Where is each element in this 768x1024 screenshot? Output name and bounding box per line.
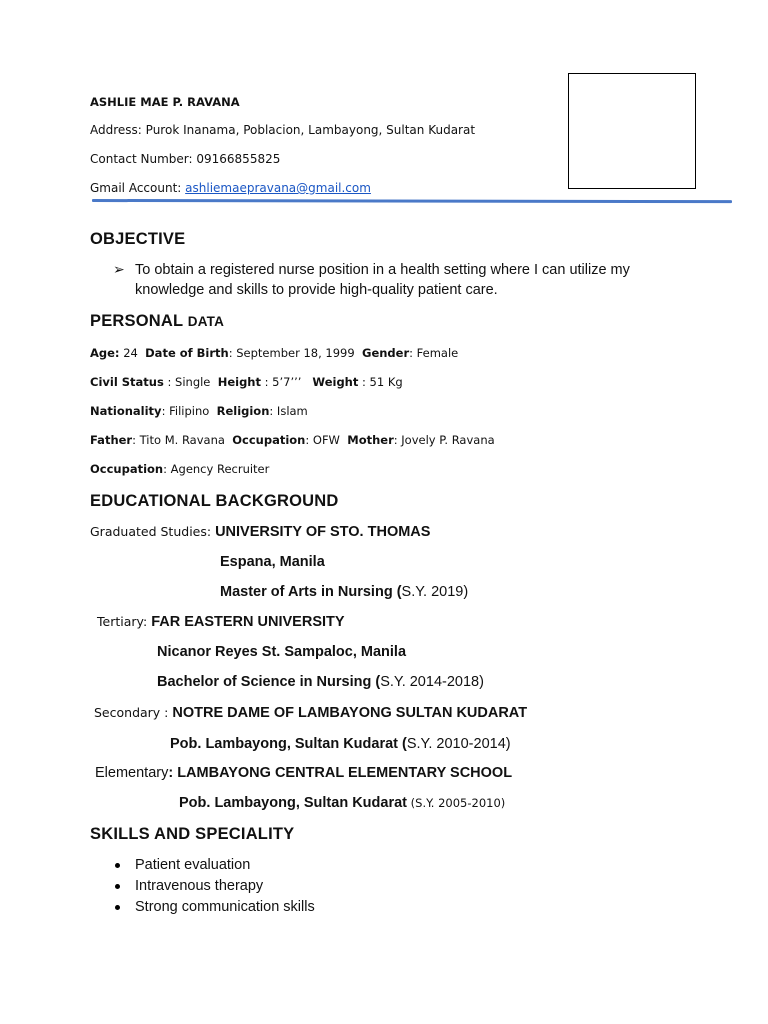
weight-label: Weight (312, 375, 359, 389)
personal-row-2 (90, 375, 403, 389)
objective-text-line-2: knowledge and skills to provide high-quality patient care. (135, 282, 498, 298)
contact-label: Contact Number: (90, 152, 193, 166)
bullet-icon (115, 884, 120, 889)
personal-row-1 (90, 346, 458, 360)
graduate-sy: S.Y. 2019) (401, 584, 469, 600)
secondary-place-line (170, 735, 511, 753)
objective-text-line-1: To obtain a registered nurse position in a health setting where I can utilize my (135, 262, 630, 278)
contact-value: 09166855825 (196, 152, 281, 166)
elementary-label: Elementary (95, 765, 169, 781)
address-value: Purok Inanama, Poblacion, Lambayong, Sultan Kudarat (145, 123, 476, 137)
secondary-label: Secondary : (94, 705, 173, 720)
graduate-degree: Master of Arts in Nursing ( (220, 584, 402, 600)
bullet-icon (115, 863, 120, 868)
mother-label: Mother (347, 433, 394, 447)
address-line (90, 123, 475, 137)
nationality-label: Nationality (90, 404, 162, 418)
graduate-degree-line (220, 583, 468, 601)
skill-item: Patient evaluation (135, 857, 251, 873)
father-value: : Tito M. Ravana (132, 433, 225, 447)
father-occupation-label: Occupation (232, 433, 306, 447)
bullet-icon (115, 905, 120, 910)
skill-item: Strong communication skills (135, 899, 315, 915)
mother-value: : Jovely P. Ravana (393, 433, 495, 447)
civil-status-value: : Single (163, 375, 211, 389)
civil-status-label: Civil Status (90, 375, 164, 389)
graduate-place: Espana, Manila (220, 554, 325, 570)
age-label: Age: (90, 346, 120, 360)
graduate-label: Graduated Studies: (90, 524, 216, 539)
header-divider-rule (92, 199, 732, 203)
elementary-line (95, 764, 512, 782)
education-heading: EDUCATIONAL BACKGROUND (90, 492, 339, 510)
weight-value: : 51 Kg (358, 375, 403, 389)
nationality-value: : Filipino (161, 404, 210, 418)
personal-heading-main: PERSONAL (90, 312, 183, 330)
elementary-place: Pob. Lambayong, Sultan Kudarat (179, 795, 407, 811)
secondary-line (94, 704, 527, 722)
tertiary-sy: S.Y. 2014-2018) (380, 674, 484, 690)
photo-placeholder-box (568, 73, 696, 189)
contact-line (90, 152, 280, 166)
height-value: : 5’7’’’ (261, 375, 302, 389)
dob-label: Date of Birth (145, 346, 229, 360)
applicant-name: ASHLIE MAE P. RAVANA (90, 95, 240, 109)
religion-label: Religion (216, 404, 270, 418)
secondary-place: Pob. Lambayong, Sultan Kudarat ( (170, 736, 407, 752)
secondary-school: NOTRE DAME OF LAMBAYONG SULTAN KUDARAT (172, 705, 528, 721)
mother-occupation-value: : Agency Recruiter (163, 462, 270, 476)
address-label: Address: (90, 123, 142, 137)
elementary-sy: (S.Y. 2005-2010) (407, 796, 506, 810)
personal-row-4 (90, 433, 495, 447)
personal-row-3 (90, 404, 308, 418)
tertiary-degree: Bachelor of Science in Nursing ( (157, 674, 381, 690)
gmail-link[interactable]: ashliemaepravana@gmail.com (185, 181, 371, 195)
age-value: 24 (123, 346, 138, 360)
gender-value: : Female (409, 346, 459, 360)
personal-row-5 (90, 462, 269, 476)
graduate-line (90, 523, 430, 541)
religion-value: : Islam (269, 404, 308, 418)
graduate-school: UNIVERSITY OF STO. THOMAS (215, 524, 431, 540)
personal-heading-sub: DATA (187, 314, 225, 329)
mother-occupation-label: Occupation (90, 462, 164, 476)
tertiary-degree-line (157, 673, 484, 691)
father-occupation-value: : OFW (305, 433, 340, 447)
tertiary-line (97, 613, 345, 631)
elementary-school: : LAMBAYONG CENTRAL ELEMENTARY SCHOOL (168, 765, 513, 781)
gender-label: Gender (362, 346, 410, 360)
objective-heading: OBJECTIVE (90, 230, 186, 248)
gmail-line (90, 181, 371, 195)
elementary-place-line (179, 794, 505, 812)
secondary-sy: S.Y. 2010-2014) (406, 736, 511, 752)
tertiary-label: Tertiary: (97, 614, 152, 629)
gmail-label: Gmail Account: (90, 181, 182, 195)
tertiary-place: Nicanor Reyes St. Sampaloc, Manila (157, 644, 407, 660)
skill-item: Intravenous therapy (135, 878, 264, 894)
personal-data-heading (90, 312, 224, 331)
tertiary-school: FAR EASTERN UNIVERSITY (151, 614, 345, 630)
height-label: Height (217, 375, 261, 389)
arrow-bullet-icon: ➢ (113, 261, 125, 277)
dob-value: : September 18, 1999 (228, 346, 355, 360)
skills-heading: SKILLS AND SPECIALITY (90, 825, 295, 843)
father-label: Father (90, 433, 133, 447)
